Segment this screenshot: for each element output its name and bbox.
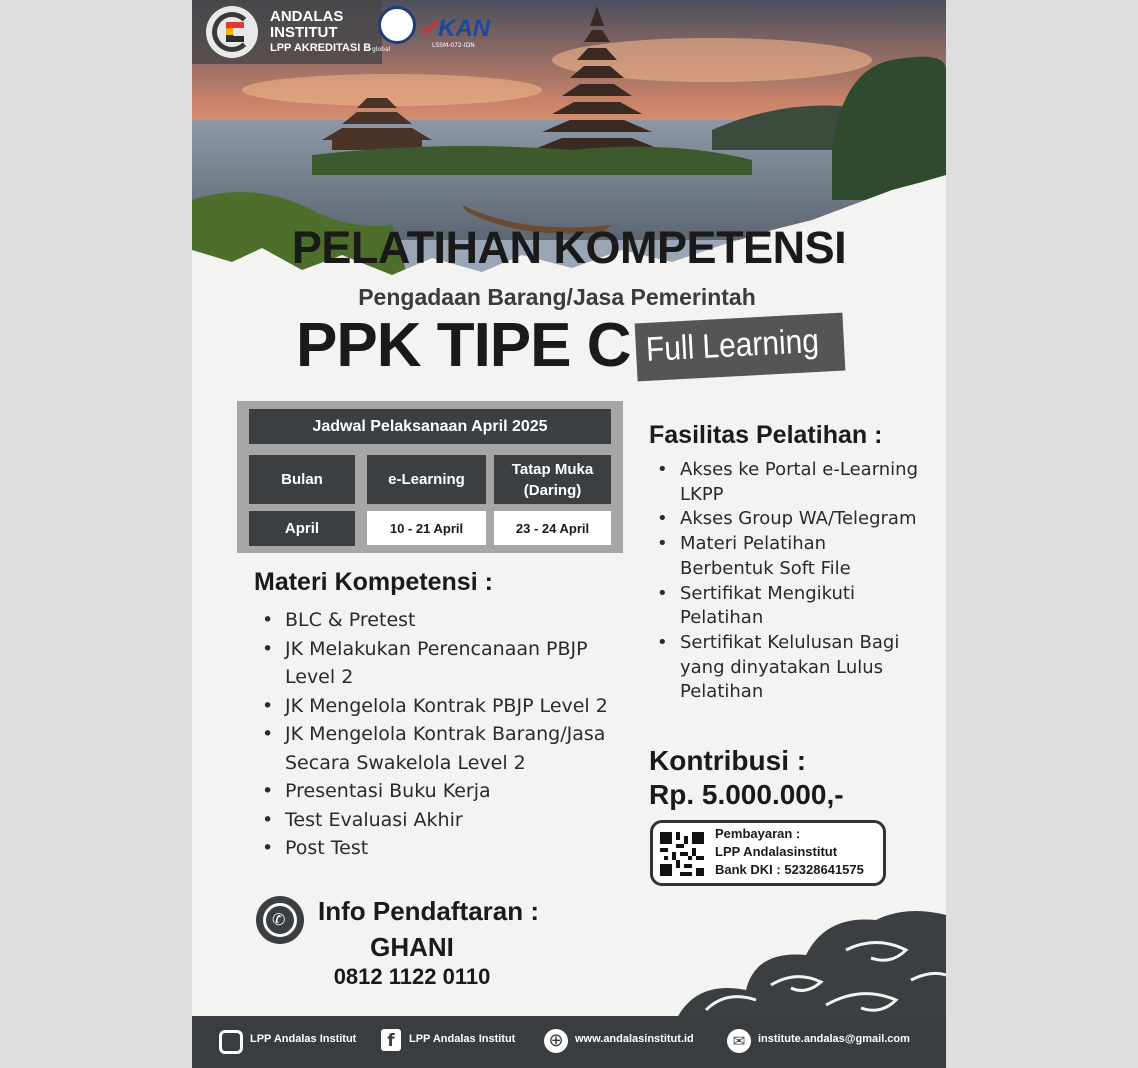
institute-logo-bar xyxy=(192,0,382,64)
kan-logo-text: KAN xyxy=(438,15,491,42)
facebook-icon: f xyxy=(381,1029,401,1051)
main-title: PELATIHAN KOMPETENSI xyxy=(291,222,847,273)
registration-heading: Info Pendaftaran : xyxy=(318,896,540,926)
kan-logo xyxy=(418,14,490,43)
price: Rp. 5.000.000,- xyxy=(649,779,844,810)
partner-logo-icon xyxy=(378,6,416,44)
payment-account-name: LPP Andalasinstitut xyxy=(715,844,838,859)
footer-instagram[interactable]: LPP Andalas Institut xyxy=(250,1033,357,1045)
list-item: • JK Melakukan Perencanaan PBJP Level 2 xyxy=(254,635,614,692)
logo-name: ANDALAS INSTITUT xyxy=(270,8,344,41)
list-item: • BLC & Pretest xyxy=(254,606,614,635)
payment-box xyxy=(650,820,886,886)
kan-logo-sub: LSSM-072-IDN xyxy=(432,42,475,49)
fasilitas-heading: Fasilitas Pelatihan : xyxy=(649,421,883,449)
schedule-table xyxy=(237,401,623,553)
contact-phone: 0812 1122 0110 xyxy=(333,964,491,989)
kan-check-icon: ✓ xyxy=(418,15,439,42)
program-title: PPK TIPE C xyxy=(296,311,631,380)
batik-cloud-ornament xyxy=(676,900,946,1020)
partner-logo-caption: global xyxy=(372,46,391,53)
whatsapp-icon: ✆ xyxy=(256,896,304,944)
instagram-icon xyxy=(219,1030,243,1054)
schedule-header-tatap-muka: Tatap Muka (Daring) xyxy=(494,455,611,504)
subtitle: Pengadaan Barang/Jasa Pemerintah xyxy=(358,284,756,310)
email-icon: ✉ xyxy=(727,1029,751,1053)
footer-website[interactable]: www.andalasinstitut.id xyxy=(575,1033,694,1045)
kontribusi-heading: Kontribusi : xyxy=(649,745,807,776)
footer-facebook[interactable]: LPP Andalas Institut xyxy=(409,1033,516,1045)
list-item: • JK Mengelola Kontrak PBJP Level 2 xyxy=(254,692,614,721)
qr-code-icon xyxy=(660,832,704,876)
footer xyxy=(192,1016,946,1068)
list-item: • Akses Group WA/Telegram xyxy=(649,507,919,532)
logo-accreditation: LPP AKREDITASI B xyxy=(270,42,372,54)
materi-list xyxy=(254,606,614,863)
materi-heading: Materi Kompetensi : xyxy=(254,568,493,596)
list-item: • Post Test xyxy=(254,834,614,863)
fasilitas-list xyxy=(649,458,919,705)
andalas-logo-icon xyxy=(206,6,258,58)
footer-email[interactable]: institute.andalas@gmail.com xyxy=(758,1033,910,1045)
payment-bank: Bank DKI : 52328641575 xyxy=(715,862,864,877)
contact-name: GHANI xyxy=(370,932,454,962)
schedule-heading: Jadwal Pelaksanaan April 2025 xyxy=(249,409,611,444)
list-item: • Materi Pelatihan Berbentuk Soft File xyxy=(649,532,919,581)
schedule-header-month: Bulan xyxy=(249,455,355,504)
schedule-cell-tatap-muka: 23 - 24 April xyxy=(494,511,611,545)
full-learning-badge xyxy=(635,313,846,382)
payment-label: Pembayaran : xyxy=(715,826,801,841)
list-item: • Sertifikat Kelulusan Bagi yang dinyatakan Lulus Pelatihan xyxy=(649,631,919,705)
list-item: • Akses ke Portal e-Learning LKPP xyxy=(649,458,919,507)
schedule-header-elearning: e-Learning xyxy=(367,455,486,504)
schedule-cell-month: April xyxy=(249,511,355,546)
globe-icon: ⊕ xyxy=(544,1029,568,1053)
list-item: • JK Mengelola Kontrak Barang/Jasa Secara Swakelola Level 2 xyxy=(254,720,614,777)
list-item: • Test Evaluasi Akhir xyxy=(254,806,614,835)
poster xyxy=(192,0,946,1068)
badge-label: Full Learning xyxy=(645,321,820,369)
list-item: • Sertifikat Mengikuti Pelatihan xyxy=(649,582,919,631)
list-item: • Presentasi Buku Kerja xyxy=(254,777,614,806)
schedule-cell-elearning: 10 - 21 April xyxy=(367,511,486,545)
